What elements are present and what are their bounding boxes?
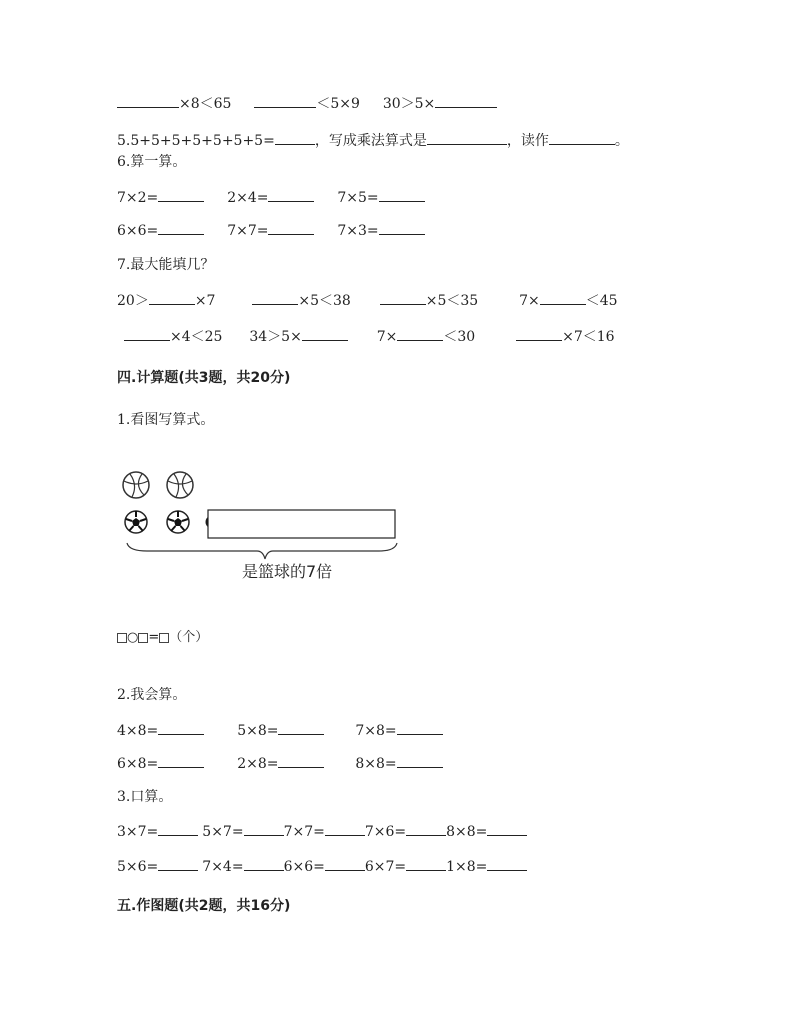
answer-blank[interactable] — [549, 130, 615, 145]
expression: 5×6= — [117, 859, 159, 875]
expression: 30＞5× — [382, 96, 436, 112]
expression: 7×2= — [117, 190, 159, 206]
answer-box[interactable] — [159, 633, 169, 643]
question-6-row-1 — [117, 187, 425, 208]
box-rectangle — [208, 510, 395, 538]
answer-blank[interactable] — [275, 130, 315, 145]
question-6-row-2 — [117, 220, 425, 241]
answer-blank[interactable] — [244, 821, 284, 836]
expression: ×5＜38 — [298, 293, 351, 309]
question-7-row-1 — [117, 290, 618, 311]
answer-blank[interactable] — [158, 220, 204, 235]
answer-blank[interactable] — [149, 290, 195, 305]
answer-blank[interactable] — [487, 856, 527, 871]
question-2-row-2 — [117, 753, 443, 774]
question-1-title: 1.看图写算式。 — [117, 412, 215, 428]
answer-blank[interactable] — [397, 720, 443, 735]
compare-row-1 — [117, 93, 497, 114]
answer-blank[interactable] — [397, 753, 443, 768]
expression: 7×6= — [364, 824, 407, 840]
expression: 7×4= — [202, 859, 244, 875]
expression: ＜45 — [585, 293, 618, 309]
expression: 7×8= — [355, 723, 397, 739]
answer-blank[interactable] — [380, 290, 426, 305]
expression: ×8＜65 — [179, 96, 232, 112]
expression: 4×8= — [117, 723, 159, 739]
answer-blank[interactable] — [117, 93, 179, 108]
expression: 7× — [519, 293, 540, 309]
answer-blank[interactable] — [158, 753, 204, 768]
answer-blank[interactable] — [406, 821, 446, 836]
expression: 8×8= — [355, 756, 397, 772]
expression: 1×8= — [446, 859, 488, 875]
expression: ×7 — [194, 293, 216, 309]
answer-blank[interactable] — [325, 821, 365, 836]
answer-blank[interactable] — [406, 856, 446, 871]
q5-text: 。 — [614, 133, 629, 149]
answer-blank[interactable] — [252, 290, 298, 305]
answer-blank[interactable] — [427, 130, 507, 145]
question-3-row-1 — [117, 821, 527, 842]
operator-circle[interactable]: ○ — [127, 630, 139, 645]
answer-blank[interactable] — [278, 720, 324, 735]
expression: ＜30 — [443, 329, 476, 345]
expression: 34＞5× — [249, 329, 302, 345]
answer-blank[interactable] — [325, 856, 365, 871]
answer-blank[interactable] — [254, 93, 316, 108]
question-7-title: 7.最大能填几？ — [117, 257, 215, 273]
answer-box[interactable] — [117, 633, 127, 643]
expression: ×4＜25 — [170, 329, 223, 345]
expression: 2×4= — [227, 190, 269, 206]
answer-blank[interactable] — [158, 720, 204, 735]
answer-blank[interactable] — [158, 856, 198, 871]
answer-blank[interactable] — [124, 326, 170, 341]
expression: 6×6= — [283, 859, 325, 875]
answer-blank[interactable] — [487, 821, 527, 836]
answer-blank[interactable] — [158, 187, 204, 202]
expression: 8×8= — [446, 824, 488, 840]
answer-blank[interactable] — [516, 326, 562, 341]
unit-label: （个） — [169, 630, 209, 645]
answer-blank[interactable] — [244, 856, 284, 871]
volleyball-icon — [123, 472, 149, 498]
q5-text: ，读作 — [506, 133, 549, 149]
question-3-title: 3.口算。 — [117, 789, 173, 805]
expression: ×5＜35 — [425, 293, 479, 309]
answer-blank[interactable] — [158, 821, 198, 836]
expression: 6×8= — [117, 756, 159, 772]
question-2-row-1 — [117, 720, 443, 741]
answer-blank[interactable] — [268, 220, 314, 235]
question-5 — [117, 130, 629, 151]
expression: 6×6= — [117, 223, 159, 239]
volleyball-icon — [167, 472, 193, 498]
question-6-title: 6.算一算。 — [117, 154, 187, 170]
expression: 2×8= — [237, 756, 279, 772]
expression: 7×7= — [283, 824, 325, 840]
question-1-answer — [117, 628, 208, 648]
expression: 7× — [376, 329, 398, 345]
expression: 5.5+5+5+5+5+5+5= — [117, 133, 275, 149]
football-icon — [167, 511, 189, 533]
expression: 7×5= — [337, 190, 379, 206]
answer-blank[interactable] — [278, 753, 324, 768]
answer-blank[interactable] — [268, 187, 314, 202]
answer-blank[interactable] — [397, 326, 443, 341]
answer-blank[interactable] — [379, 220, 425, 235]
expression: 7×7= — [227, 223, 269, 239]
question-7-row-2 — [124, 326, 615, 347]
answer-blank[interactable] — [302, 326, 348, 341]
expression: 3×7= — [117, 824, 159, 840]
expression: 5×8= — [237, 723, 279, 739]
answer-blank[interactable] — [435, 93, 497, 108]
expression: ×7＜16 — [562, 329, 615, 345]
expression: 20＞ — [117, 293, 149, 309]
q5-text: ，写成乘法算式是 — [314, 133, 427, 149]
section-4-title: 四.计算题(共3题，共20分) — [117, 370, 291, 386]
answer-blank[interactable] — [540, 290, 586, 305]
figure-caption: 是篮球的7倍 — [242, 562, 333, 581]
answer-box[interactable] — [138, 633, 148, 643]
expression: 7×3= — [337, 223, 379, 239]
expression: 6×7= — [364, 859, 407, 875]
football-icon — [125, 511, 147, 533]
question-2-title: 2.我会算。 — [117, 687, 187, 703]
expression: 5×7= — [202, 824, 244, 840]
equals-sign: = — [148, 630, 160, 645]
question-3-row-2 — [117, 856, 527, 877]
answer-blank[interactable] — [379, 187, 425, 202]
brace — [127, 543, 397, 559]
expression: ＜5×9 — [316, 96, 360, 112]
section-5-title: 五.作图题(共2题，共16分) — [117, 898, 291, 914]
